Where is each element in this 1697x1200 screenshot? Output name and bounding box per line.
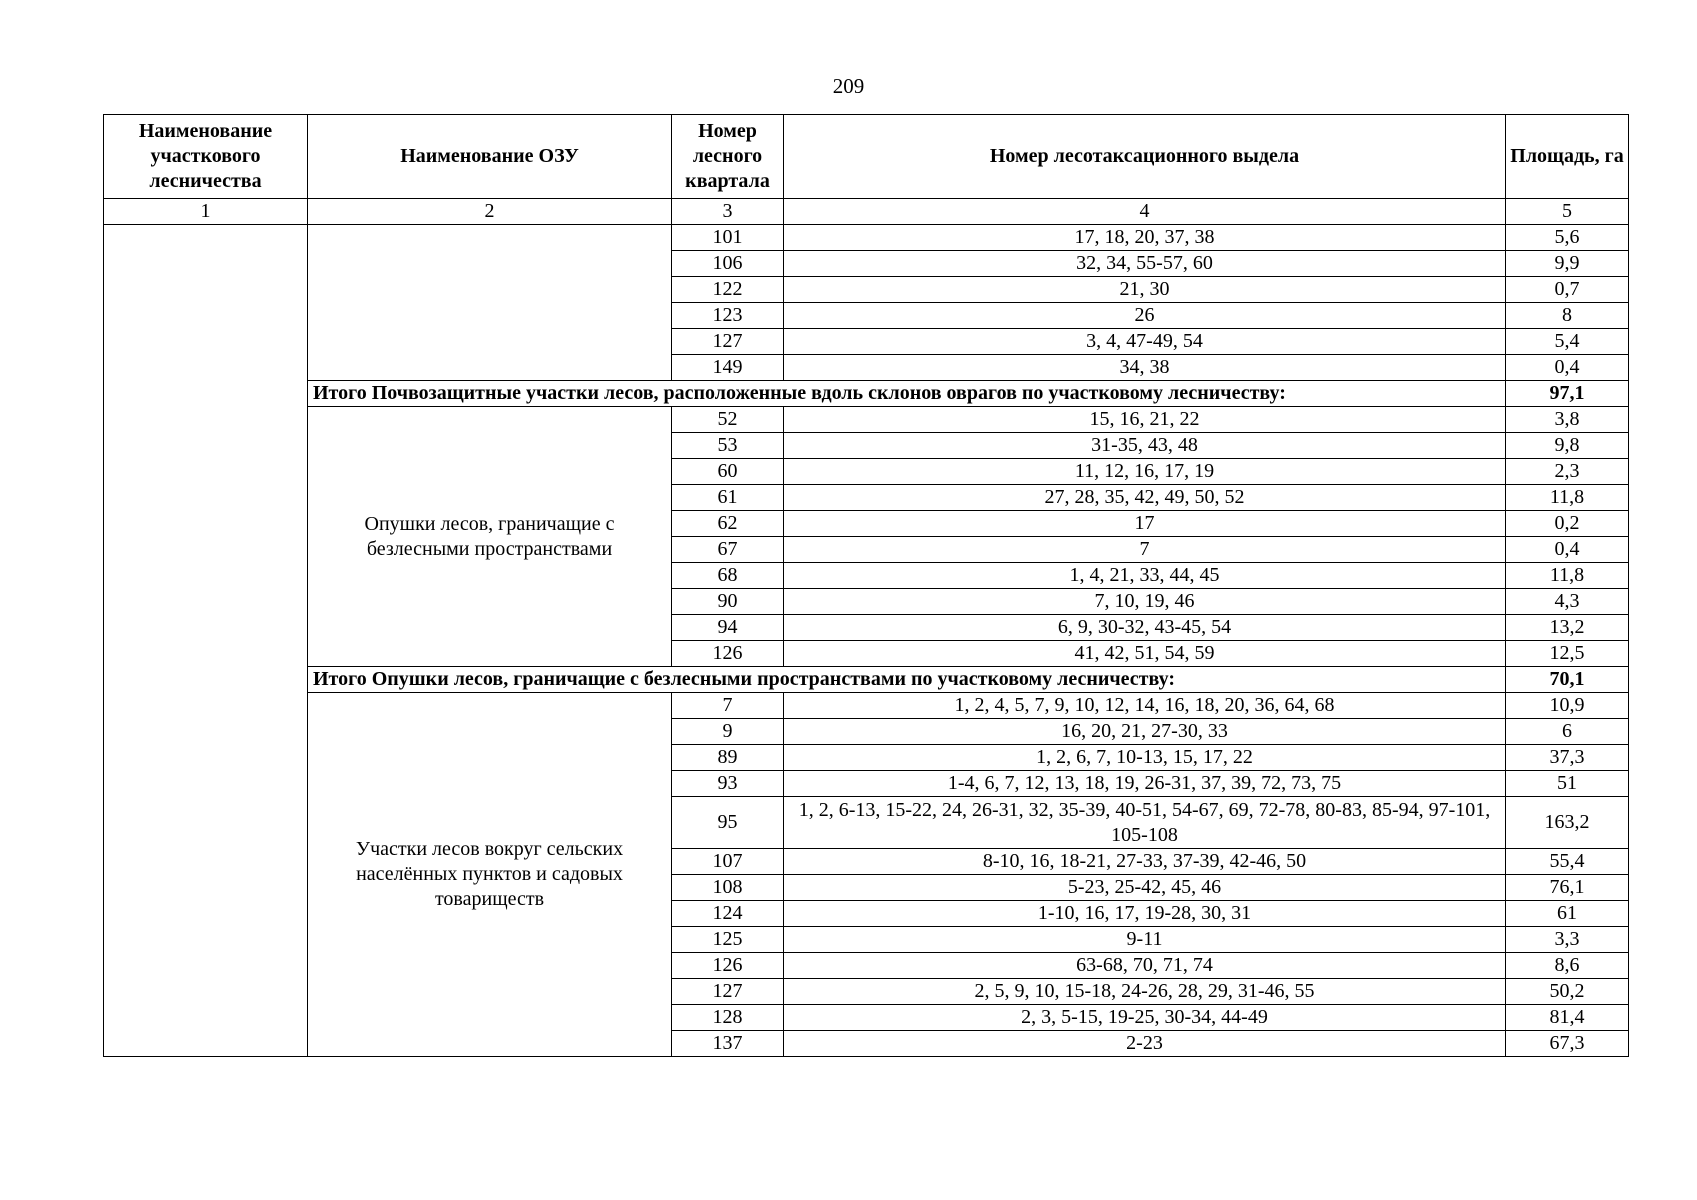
header-lesnichestvo: Наименование участкового лесничества [104, 115, 308, 199]
total-value: 70,1 [1506, 667, 1629, 693]
area-cell: 9,8 [1506, 433, 1629, 459]
area-cell: 37,3 [1506, 745, 1629, 771]
kvartal-cell: 101 [672, 225, 784, 251]
kvartal-cell: 123 [672, 303, 784, 329]
vydel-cell: 16, 20, 21, 27-30, 33 [784, 719, 1506, 745]
lesnichestvo-cell [104, 225, 308, 1057]
kvartal-cell: 128 [672, 1005, 784, 1031]
kvartal-cell: 9 [672, 719, 784, 745]
vydel-cell: 7 [784, 537, 1506, 563]
vydel-cell: 27, 28, 35, 42, 49, 50, 52 [784, 485, 1506, 511]
kvartal-cell: 108 [672, 875, 784, 901]
area-cell: 76,1 [1506, 875, 1629, 901]
kvartal-cell: 89 [672, 745, 784, 771]
kvartal-cell: 107 [672, 849, 784, 875]
vydel-cell: 5-23, 25-42, 45, 46 [784, 875, 1506, 901]
vydel-cell: 1-4, 6, 7, 12, 13, 18, 19, 26-31, 37, 39, 72, 73, 75 [784, 771, 1506, 797]
kvartal-cell: 137 [672, 1031, 784, 1057]
header-area: Площадь, га [1506, 115, 1629, 199]
kvartal-cell: 7 [672, 693, 784, 719]
vydel-cell: 11, 12, 16, 17, 19 [784, 459, 1506, 485]
area-cell: 9,9 [1506, 251, 1629, 277]
vydel-cell: 8-10, 16, 18-21, 27-33, 37-39, 42-46, 50 [784, 849, 1506, 875]
kvartal-cell: 67 [672, 537, 784, 563]
area-cell: 3,8 [1506, 407, 1629, 433]
kvartal-cell: 68 [672, 563, 784, 589]
kvartal-cell: 90 [672, 589, 784, 615]
vydel-cell: 9-11 [784, 927, 1506, 953]
area-cell: 163,2 [1506, 797, 1629, 849]
table-row [104, 225, 1629, 251]
table-row [104, 693, 1629, 719]
area-cell: 11,8 [1506, 485, 1629, 511]
kvartal-cell: 106 [672, 251, 784, 277]
area-cell: 81,4 [1506, 1005, 1629, 1031]
kvartal-cell: 95 [672, 797, 784, 849]
area-cell: 61 [1506, 901, 1629, 927]
vydel-cell: 63-68, 70, 71, 74 [784, 953, 1506, 979]
vydel-cell: 1-10, 16, 17, 19-28, 30, 31 [784, 901, 1506, 927]
kvartal-cell: 126 [672, 641, 784, 667]
kvartal-cell: 127 [672, 329, 784, 355]
vydel-cell: 1, 4, 21, 33, 44, 45 [784, 563, 1506, 589]
ozu-name-cell: Участки лесов вокруг сельских населённых пунктов и садовых товариществ [308, 693, 672, 1057]
total-value: 97,1 [1506, 381, 1629, 407]
vydel-cell: 32, 34, 55-57, 60 [784, 251, 1506, 277]
ozu-name-cell: Опушки лесов, граничащие с безлесными пространствами [308, 407, 672, 667]
area-cell: 8 [1506, 303, 1629, 329]
area-cell: 50,2 [1506, 979, 1629, 1005]
page-number: 209 [832, 74, 865, 98]
column-number: 1 [104, 199, 308, 225]
vydel-cell: 6, 9, 30-32, 43-45, 54 [784, 615, 1506, 641]
kvartal-cell: 127 [672, 979, 784, 1005]
area-cell: 12,5 [1506, 641, 1629, 667]
area-cell: 4,3 [1506, 589, 1629, 615]
kvartal-cell: 62 [672, 511, 784, 537]
column-number: 3 [672, 199, 784, 225]
area-cell: 0,2 [1506, 511, 1629, 537]
kvartal-cell: 60 [672, 459, 784, 485]
vydel-cell: 2, 5, 9, 10, 15-18, 24-26, 28, 29, 31-46, 55 [784, 979, 1506, 1005]
column-number: 5 [1506, 199, 1629, 225]
kvartal-cell: 124 [672, 901, 784, 927]
kvartal-cell: 93 [672, 771, 784, 797]
vydel-cell: 7, 10, 19, 46 [784, 589, 1506, 615]
vydel-cell: 1, 2, 6, 7, 10-13, 15, 17, 22 [784, 745, 1506, 771]
area-cell: 5,4 [1506, 329, 1629, 355]
column-number: 2 [308, 199, 672, 225]
vydel-cell: 1, 2, 6-13, 15-22, 24, 26-31, 32, 35-39, 40-51, 54-67, 69, 72-78, 80-83, 85-94, 97-101, 105-108 [784, 797, 1506, 849]
area-cell: 5,6 [1506, 225, 1629, 251]
area-cell: 51 [1506, 771, 1629, 797]
kvartal-cell: 122 [672, 277, 784, 303]
area-cell: 0,7 [1506, 277, 1629, 303]
kvartal-cell: 126 [672, 953, 784, 979]
vydel-cell: 2-23 [784, 1031, 1506, 1057]
vydel-cell: 34, 38 [784, 355, 1506, 381]
kvartal-cell: 149 [672, 355, 784, 381]
vydel-cell: 26 [784, 303, 1506, 329]
vydel-cell: 2, 3, 5-15, 19-25, 30-34, 44-49 [784, 1005, 1506, 1031]
area-cell: 0,4 [1506, 355, 1629, 381]
ozu-cell [308, 225, 672, 381]
total-row [104, 667, 1629, 693]
area-cell: 8,6 [1506, 953, 1629, 979]
kvartal-cell: 52 [672, 407, 784, 433]
kvartal-cell: 94 [672, 615, 784, 641]
header-vydel: Номер лесотаксационного выдела [784, 115, 1506, 199]
area-cell: 67,3 [1506, 1031, 1629, 1057]
vydel-cell: 17 [784, 511, 1506, 537]
vydel-cell: 17, 18, 20, 37, 38 [784, 225, 1506, 251]
kvartal-cell: 61 [672, 485, 784, 511]
header-kvartal: Номер лесного квартала [672, 115, 784, 199]
area-cell: 13,2 [1506, 615, 1629, 641]
table-row [104, 407, 1629, 433]
area-cell: 3,3 [1506, 927, 1629, 953]
kvartal-cell: 125 [672, 927, 784, 953]
total-label: Итого Почвозащитные участки лесов, расположенные вдоль склонов оврагов по участковому лесничеству: [308, 381, 1506, 407]
area-cell: 6 [1506, 719, 1629, 745]
total-row [104, 381, 1629, 407]
vydel-cell: 31-35, 43, 48 [784, 433, 1506, 459]
header-ozu: Наименование ОЗУ [308, 115, 672, 199]
total-label: Итого Опушки лесов, граничащие с безлесными пространствами по участковому лесничеству: [308, 667, 1506, 693]
area-cell: 55,4 [1506, 849, 1629, 875]
vydel-cell: 3, 4, 47-49, 54 [784, 329, 1506, 355]
vydel-cell: 15, 16, 21, 22 [784, 407, 1506, 433]
column-numbers-row [104, 199, 1629, 225]
header-row [104, 115, 1629, 199]
vydel-cell: 21, 30 [784, 277, 1506, 303]
kvartal-cell: 53 [672, 433, 784, 459]
area-cell: 10,9 [1506, 693, 1629, 719]
area-cell: 11,8 [1506, 563, 1629, 589]
ozu-table [103, 114, 1629, 1057]
vydel-cell: 1, 2, 4, 5, 7, 9, 10, 12, 14, 16, 18, 20, 36, 64, 68 [784, 693, 1506, 719]
column-number: 4 [784, 199, 1506, 225]
vydel-cell: 41, 42, 51, 54, 59 [784, 641, 1506, 667]
area-cell: 0,4 [1506, 537, 1629, 563]
area-cell: 2,3 [1506, 459, 1629, 485]
